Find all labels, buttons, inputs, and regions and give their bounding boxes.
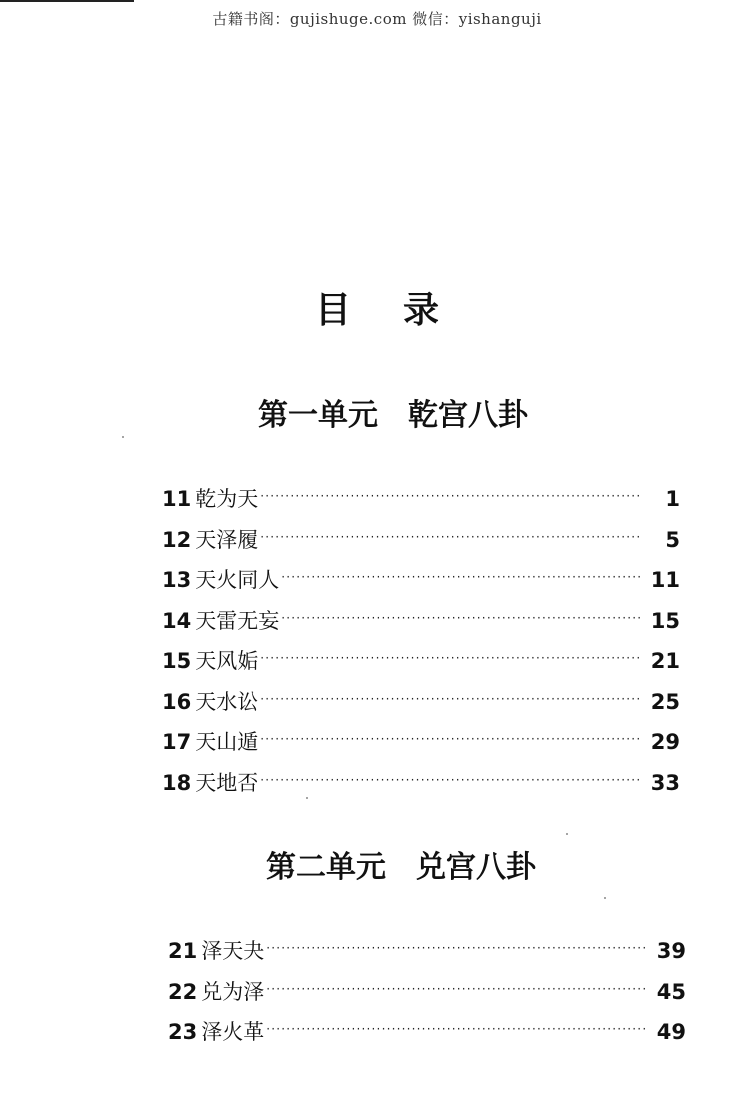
- entry-page-number: 49: [656, 1020, 686, 1044]
- scan-speck: [604, 897, 606, 899]
- entry-page-number: 1: [665, 487, 680, 511]
- entry-number: 15: [162, 649, 192, 673]
- entry-title: 天泽履: [195, 527, 259, 552]
- toc-entry[interactable]: [168, 1016, 686, 1057]
- entry-title: 天山遁: [195, 730, 259, 754]
- unit-title-1: 第一单元 乾宫八卦: [258, 398, 528, 433]
- entry-number: 23: [168, 1020, 198, 1044]
- entry-page-number: 39: [656, 939, 686, 963]
- scan-speck: [566, 833, 568, 835]
- dot-leader: [266, 982, 648, 996]
- toc-list-unit-1: [162, 483, 680, 807]
- entry-number: 14: [162, 608, 192, 633]
- dot-leader: [260, 651, 642, 665]
- dot-leader: [260, 692, 642, 706]
- dot-leader: [266, 941, 648, 955]
- scan-speck: [122, 436, 124, 438]
- entry-number: 22: [168, 979, 198, 1004]
- toc-entry[interactable]: [168, 976, 686, 1017]
- page-title: 目录: [314, 290, 491, 331]
- toc-entry[interactable]: [168, 935, 686, 976]
- scan-speck: [306, 797, 308, 799]
- dot-leader: [260, 489, 642, 503]
- toc-entry[interactable]: [162, 645, 680, 686]
- entry-title: 天水讼: [195, 689, 259, 714]
- entry-page-number: 25: [650, 689, 680, 714]
- dot-leader: [260, 773, 642, 787]
- entry-title: 天地否: [195, 770, 259, 795]
- entry-page-number: 33: [650, 770, 680, 795]
- toc-entry[interactable]: [162, 767, 680, 808]
- unit-title-2: 第二单元 兑宫八卦: [266, 850, 536, 885]
- toc-entry[interactable]: [162, 564, 680, 605]
- entry-page-number: 15: [650, 608, 680, 633]
- entry-title: 泽天夬: [201, 939, 265, 963]
- entry-page-number: 29: [650, 730, 680, 754]
- top-border-line: [0, 0, 134, 2]
- toc-list-unit-2: [168, 935, 686, 1057]
- toc-entry[interactable]: [162, 686, 680, 727]
- toc-entry[interactable]: [162, 524, 680, 565]
- entry-page-number: 5: [665, 527, 680, 552]
- dot-leader: [281, 570, 642, 584]
- entry-page-number: 21: [650, 649, 680, 673]
- dot-leader: [281, 611, 642, 625]
- toc-entry[interactable]: [162, 483, 680, 524]
- entry-number: 16: [162, 689, 192, 714]
- toc-entry[interactable]: [162, 726, 680, 767]
- entry-number: 13: [162, 568, 192, 592]
- entry-page-number: 11: [650, 568, 680, 592]
- dot-leader: [260, 732, 642, 746]
- entry-title: 乾为天: [195, 487, 259, 511]
- watermark-text: 古籍书阁：gujishuge.com 微信：yishanguji: [212, 10, 542, 28]
- dot-leader: [260, 530, 642, 544]
- entry-title: 天雷无妄: [195, 608, 280, 633]
- entry-title: 天火同人: [195, 568, 280, 592]
- entry-page-number: 45: [656, 979, 686, 1004]
- entry-title: 天风姤: [195, 649, 259, 673]
- entry-number: 18: [162, 770, 192, 795]
- entry-number: 12: [162, 527, 192, 552]
- entry-title: 泽火革: [201, 1020, 265, 1044]
- toc-entry[interactable]: [162, 605, 680, 646]
- entry-number: 11: [162, 487, 192, 511]
- entry-number: 21: [168, 939, 198, 963]
- entry-number: 17: [162, 730, 192, 754]
- dot-leader: [266, 1022, 648, 1036]
- entry-title: 兑为泽: [201, 979, 265, 1004]
